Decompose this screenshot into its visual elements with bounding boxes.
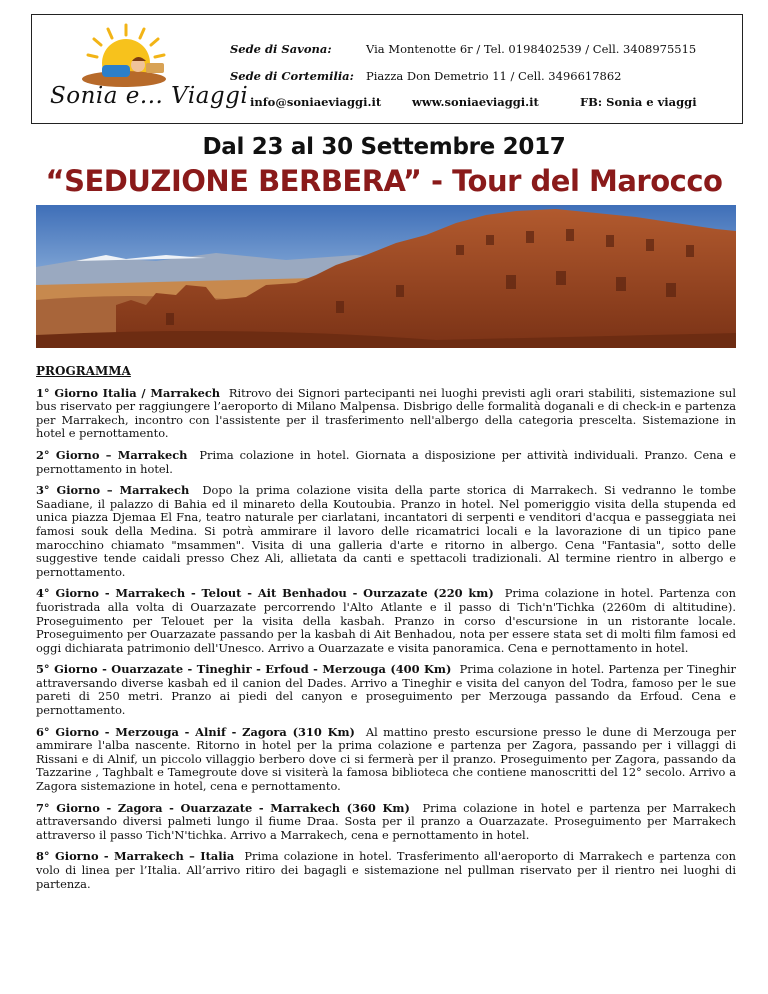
- savona-info: Via Montenotte 6r / Tel. 0198402539 / Cell. 3408975515: [366, 42, 697, 56]
- website-link[interactable]: www.soniaeviaggi.it: [412, 95, 539, 109]
- day-title: 3° Giorno – Marrakech: [36, 483, 190, 498]
- savona-label: Sede di Savona:: [230, 42, 332, 56]
- kasbah-photo: [36, 205, 736, 348]
- day-title: 4° Giorno - Marrakech - Telout - Ait Benhadou - Ourzazate (220 km): [36, 586, 494, 601]
- day-text: Prima colazione in hotel. Partenza per Tineghir attraversando diverse kasbah ed il canion del Dades. Arrivo a Tineghir e visita del canyon del Todra, famoso per le sue pareti di 250 metri. Pranzo ai piedi del canyon e proseguimento per Merzouga passando da Erfoud. Cena e pernottamento.: [36, 662, 736, 718]
- programma-heading: PROGRAMMA: [36, 364, 131, 378]
- header-box: [31, 14, 743, 124]
- day-item: [36, 449, 736, 476]
- day-item: [36, 726, 736, 794]
- day-title: 1° Giorno Italia / Marrakech: [36, 385, 221, 400]
- day-item: [36, 587, 736, 655]
- day-title: 6° Giorno - Merzouga - Alnif - Zagora (310 Km): [36, 724, 355, 739]
- email-link[interactable]: info@soniaeviaggi.it: [250, 95, 382, 109]
- day-title: 7° Giorno - Zagora - Ouarzazate - Marrakech (360 Km): [36, 800, 410, 815]
- page-title: “SEDUZIONE BERBERA” - Tour del Marocco: [45, 164, 723, 198]
- cortemilia-row: [230, 69, 354, 83]
- day-title: 2° Giorno – Marrakech: [36, 447, 188, 462]
- day-item: [36, 484, 736, 579]
- day-title: 5° Giorno - Ouarzazate - Tineghir - Erfoud - Merzouga (400 Km): [36, 662, 452, 677]
- program-content: [36, 365, 736, 899]
- day-text: Prima colazione in hotel. Trasferimento all'aeroporto di Marrakech e partenza con volo di linea per l’Italia. All’arrivo ritiro dei bagagli e sistemazione nel pullman riservato per il rientro nei luoghi di partenza.: [36, 849, 736, 891]
- day-item: [36, 802, 736, 843]
- cortemilia-label: Sede di Cortemilia:: [230, 69, 354, 83]
- day-item: [36, 387, 736, 441]
- day-item: [36, 850, 736, 891]
- day-title: 8° Giorno - Marrakech – Italia: [36, 849, 235, 864]
- day-text: Prima colazione in hotel. Partenza con fuoristrada alla volta di Ouarzazate percorrendo l'Alto Atlante e il passo di Tich'n'Tichka (2260m di altitudine). Proseguimento per Telouet per la visita della kasbah. Pranzo in corso d'escursione in un ristorante locale. Proseguimento per Ouarzazate passando per la kasbah di Ait Benhadou, nota per essere stata set di molti film famosi ed oggi dichiarata patrimonio dell'Unesco. Arrivo a Ouarzazate e visita panoramica. Cena e pernottamento in hotel.: [36, 586, 736, 655]
- day-text: Ritrovo dei Signori partecipanti nei luoghi previsti agli orari stabiliti, sistemazione sul bus riservato per raggiungere l’aeroporto di Milano Malpensa. Disbrigo delle formalità doganali e di check-in e partenza per Marrakech, incontro con l'assistente per il trasferimento nell'albergo della categoria prescelta. Sistemazione in hotel e pernottamento.: [36, 385, 736, 441]
- logo-text: Sonia e... Viaggi: [50, 83, 249, 109]
- day-text: Dopo la prima colazione visita della parte storica di Marrakech. Si vedranno le tombe Saadiane, il palazzo di Bahia ed il minareto della Koutoubia. Pranzo in hotel. Nel pomeriggio visita della stupenda ed unica piazza Djemaa El Fna, teatro naturale per ciarlatani, incantatori di serpenti e venditori d'acqua e passeggiata nei famosi souk della Medina. Si potrà ammirare il lavoro delle ricamatrici locali e la lavorazione di un tipico pane marocchino chiamato "msammen". Visita di una galleria d'arte e ritorno in albergo. Cena "Fantasia", sotto delle suggestive tende caidali presso Chez Ali, allietata da canti e spettacoli tradizionali. Al termine rientro in albergo e pernottamento.: [36, 483, 736, 579]
- day-text: Al mattino presto escursione presso le dune di Merzouga per ammirare l'alba nascente. Ritorno in hotel per la prima colazione e partenza per Zagora, passando per i villaggi di Rissani e di Alnif, un piccolo villaggio berbero dove ci si fermerà per il pranzo. Proseguimento per Zagora, passando da Tazzarine , Taghbalt e Tamegroute dove si visiterà la famosa biblioteca che contiene manoscritti del 12° secolo. Arrivo a Zagora sistemazione in hotel, cena e pernottamento.: [36, 724, 736, 794]
- day-text: Prima colazione in hotel e partenza per Marrakech attraversando diversi palmeti lungo il fiume Draa. Sosta per il pranzo a Ouarzazate. Proseguimento per Marrakech attraverso il passo Tich'N'tichka. Arrivo a Marrakech, cena e pernottamento in hotel.: [36, 800, 736, 842]
- day-item: [36, 663, 736, 717]
- day-text: Prima colazione in hotel. Giornata a disposizione per attività individuali. Pranzo. Cena e pernottamento in hotel.: [36, 447, 737, 476]
- date-line: Dal 23 al 30 Settembre 2017: [202, 134, 566, 160]
- cortemilia-info: Piazza Don Demetrio 11 / Cell. 3496617862: [366, 69, 622, 83]
- savona-row: [230, 42, 332, 56]
- facebook-link[interactable]: FB: Sonia e viaggi: [580, 95, 697, 109]
